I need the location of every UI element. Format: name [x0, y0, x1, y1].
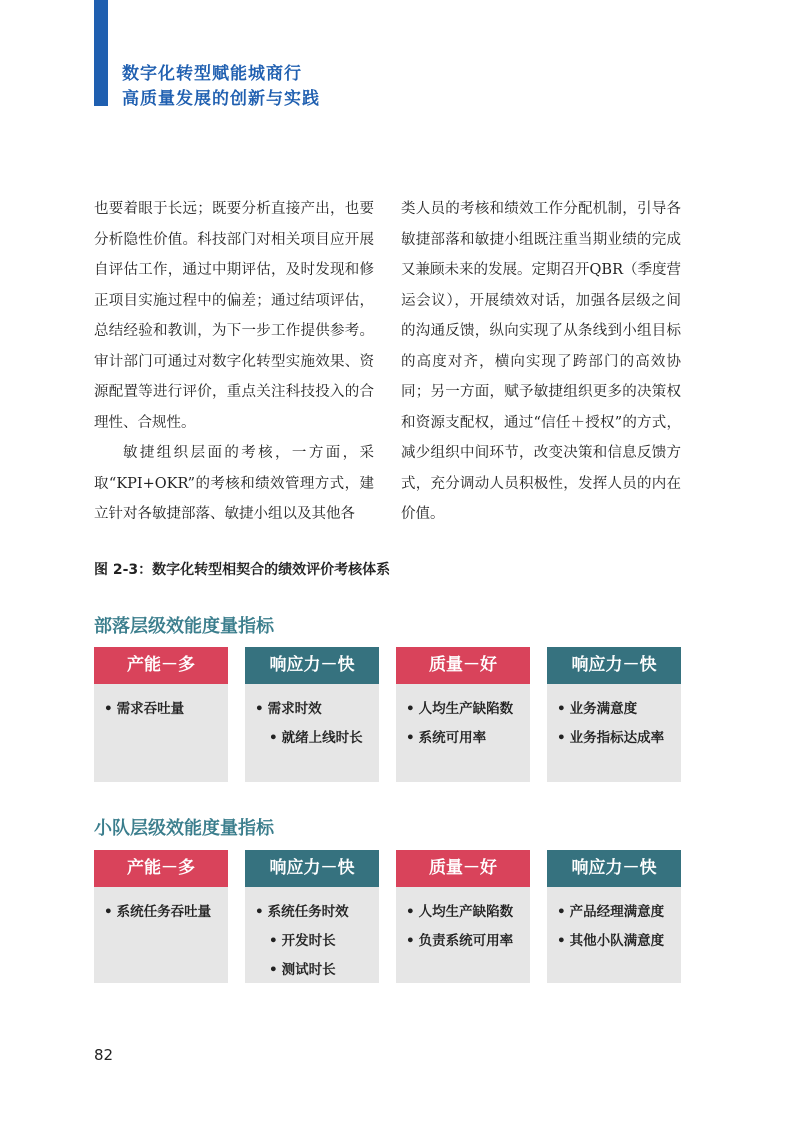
card-header: 响应力－快: [245, 850, 379, 887]
metric-card: [245, 850, 379, 983]
figure-caption: 图 2-3：数字化转型相契合的绩效评价考核体系: [94, 562, 391, 578]
metric-card: [396, 850, 530, 983]
bullet-icon: •: [255, 701, 264, 717]
card-header: 响应力－快: [547, 647, 681, 684]
list-item: • 需求时效: [255, 701, 322, 717]
page-number: 82: [94, 1046, 114, 1064]
list-item: • 人均生产缺陷数: [406, 904, 514, 920]
bullet-icon: •: [406, 701, 415, 717]
card-header: 质量－好: [396, 647, 530, 684]
bullet-icon: •: [406, 933, 415, 949]
list-item: • 系统任务时效: [255, 904, 349, 920]
bullet-icon: •: [557, 730, 566, 746]
header-accent-bar: [94, 0, 108, 106]
paragraph: 也要着眼于长远；既要分析直接产出，也要分析隐性价值。科技部门对相关项目应开展自评估工作，通过中期评估，及时发现和修正项目实施过程中的偏差；通过结项评估，总结经验和教训，为下一步工作提供参考。审计部门可通过对数字化转型实施效果、资源配置等进行评价，重点关注科技投入的合理性、合规性。: [94, 201, 374, 431]
list-item: • 产品经理满意度: [557, 904, 665, 920]
bullet-icon: •: [269, 933, 278, 949]
section-title-squad: 小队层级效能度量指标: [94, 818, 274, 839]
metric-card: [547, 647, 681, 782]
list-item: • 就绪上线时长: [269, 730, 363, 746]
bullet-icon: •: [406, 730, 415, 746]
card-header: 产能－多: [94, 647, 228, 684]
card-header: 响应力－快: [547, 850, 681, 887]
list-item: • 测试时长: [269, 962, 336, 978]
book-title-line2: 高质量发展的创新与实践: [122, 89, 320, 109]
card-header: 响应力－快: [245, 647, 379, 684]
bullet-icon: •: [557, 701, 566, 717]
body-column-right: [401, 194, 681, 530]
bullet-icon: •: [255, 904, 264, 920]
section-title-tribe: 部落层级效能度量指标: [94, 616, 274, 637]
paragraph: 类人员的考核和绩效工作分配机制，引导各敏捷部落和敏捷小组既注重当期业绩的完成又兼顾未来的发展。定期召开QBR（季度营运会议），开展绩效对话，加强各层级之间的沟通反馈，纵向实现了从条线到小组目标的高度对齐，横向实现了跨部门的高效协同；另一方面，赋予敏捷组织更多的决策权和资源支配权，通过“信任＋授权”的方式，减少组织中间环节，改变决策和信息反馈方式，充分调动人员积极性，发挥人员的内在价值。: [401, 201, 681, 522]
list-item: • 系统可用率: [406, 730, 487, 746]
bullet-icon: •: [104, 904, 113, 920]
metric-card: [94, 647, 228, 782]
card-header: 产能－多: [94, 850, 228, 887]
bullet-icon: •: [269, 730, 278, 746]
metric-card: [94, 850, 228, 983]
bullet-icon: •: [557, 933, 566, 949]
list-item: • 开发时长: [269, 933, 336, 949]
card-header: 质量－好: [396, 850, 530, 887]
bullet-icon: •: [269, 962, 278, 978]
bullet-icon: •: [406, 904, 415, 920]
list-item: • 系统任务吞吐量: [104, 904, 212, 920]
book-title-line1: 数字化转型赋能城商行: [122, 64, 302, 84]
list-item: • 需求吞吐量: [104, 701, 185, 717]
list-item: • 业务满意度: [557, 701, 638, 717]
list-item: • 业务指标达成率: [557, 730, 665, 746]
list-item: • 其他小队满意度: [557, 933, 665, 949]
bullet-icon: •: [557, 904, 566, 920]
paragraph: 敏捷组织层面的考核，一方面，采取“KPI+OKR”的考核和绩效管理方式，建立针对各敏捷部落、敏捷小组以及其他各: [94, 445, 374, 522]
list-item: • 负责系统可用率: [406, 933, 514, 949]
list-item: • 人均生产缺陷数: [406, 701, 514, 717]
bullet-icon: •: [104, 701, 113, 717]
metric-card: [245, 647, 379, 782]
body-column-left: [94, 194, 374, 530]
metric-card: [547, 850, 681, 983]
metric-card: [396, 647, 530, 782]
book-title: [122, 62, 320, 112]
